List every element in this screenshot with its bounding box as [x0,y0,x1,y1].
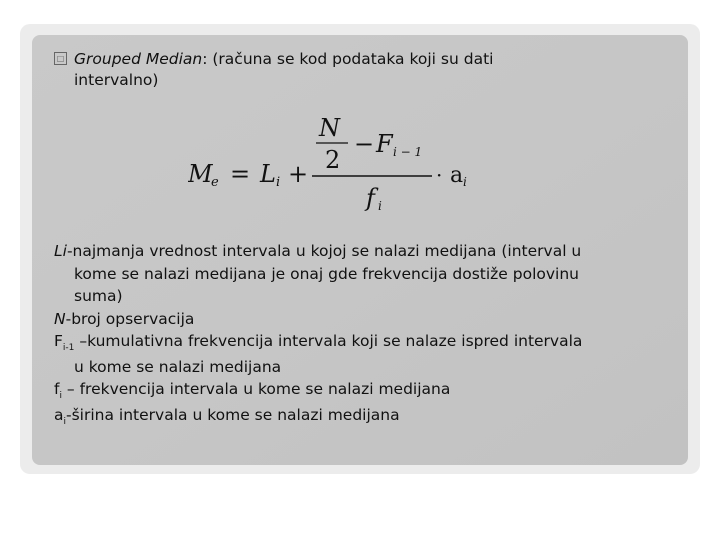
heading-term: Grouped Median [74,50,203,68]
def-fprev [54,330,684,378]
def-ai-var: a [54,405,64,424]
def-fi-text: – frekvencija intervala u kome se nalazi medijana [61,380,451,398]
formula-a: a [450,163,464,188]
heading [54,49,674,91]
definitions [54,240,684,429]
formula-a-sub: i [463,175,467,189]
formula-M: M [188,160,213,188]
grouped-median-formula [188,110,488,220]
heading-rest-1: (računa se kod podataka koji su dati [207,50,494,68]
formula-L: L [260,160,276,188]
def-ai [54,404,684,430]
def-n [54,308,684,331]
def-ai-sub: i [63,416,67,427]
def-fi [54,378,684,404]
def-li-text-b: kome se nalazi medijana je onaj gde frekvencija dostiže polovinu [74,264,579,283]
formula-F: F [376,130,393,158]
def-li-text-c: suma) [74,287,123,305]
formula-minus: − [354,130,375,158]
formula-f: f [366,184,375,212]
formula-dot: · [436,163,443,187]
def-li [54,240,684,308]
heading-colon: : [202,50,208,68]
def-fprev-text-b: u kome se nalazi medijana [74,357,282,376]
checkbox-bullet-icon: □ [54,52,67,65]
def-fprev-sub: i-1 [62,343,75,353]
formula-L-sub: i [276,175,281,190]
heading-text [54,49,674,91]
def-n-var: N [54,309,66,328]
formula-M-sub: e [211,175,219,190]
def-fprev-var: F [54,332,63,350]
def-n-text: -broj opservacija [65,309,195,328]
formula-equals: = [230,160,251,188]
formula-plus: + [288,160,309,188]
def-fi-var: f [54,380,60,398]
formula-two: 2 [325,146,341,174]
heading-rest-2: intervalno) [74,71,159,89]
def-ai-text: -širina intervala u kome se nalazi medijana [66,405,400,424]
def-fi-sub: i [59,391,62,401]
formula-N: N [319,114,340,142]
formula-F-sub: i − 1 [393,145,423,159]
def-li-var: Li [54,242,67,260]
def-li-text-a: -najmanja vrednost intervala u kojoj se nalazi medijana (interval u [66,242,582,260]
formula-f-sub: i [378,199,382,213]
def-fprev-text-a: –kumulativna frekvencija intervala koji se nalaze ispred intervala [74,332,583,350]
